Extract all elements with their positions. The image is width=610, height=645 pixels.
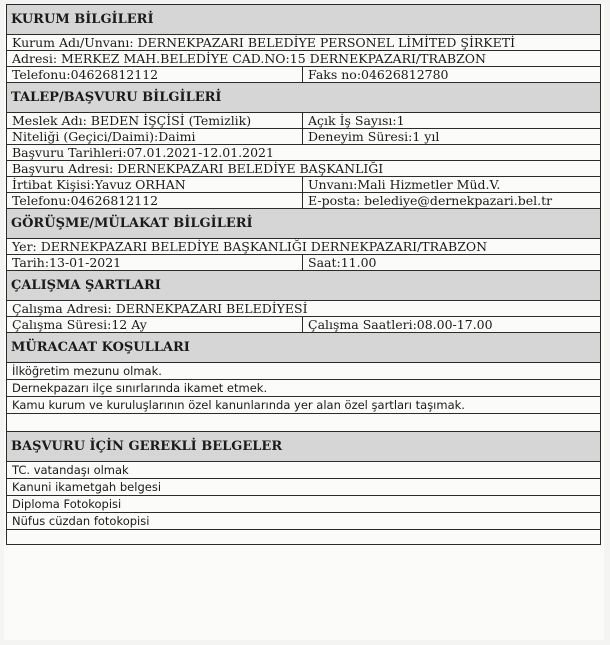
belge-item: TC. vatandaşı olmak bbox=[7, 462, 601, 479]
kurum-adres: Adresi: MERKEZ MAH.BELEDİYE CAD.NO:15 DERNEKPAZARI/TRABZON bbox=[7, 51, 601, 67]
belge-item: Diploma Fotokopisi bbox=[7, 496, 601, 513]
muracaat-item: Dernekpazarı ilçe sınırlarında ikamet etmek. bbox=[7, 380, 601, 397]
section-gorusme-title: GÖRÜŞME/MÜLAKAT BİLGİLERİ bbox=[7, 209, 601, 239]
spacer-row bbox=[7, 530, 601, 545]
muracaat-item: Kamu kurum ve kuruluşlarının özel kanunlarında yer alan özel şartları taşımak. bbox=[7, 397, 601, 414]
kurum-faks: Faks no:04626812780 bbox=[303, 67, 601, 83]
meslek-adi: Meslek Adı: BEDEN İŞÇİSİ (Temizlik) bbox=[7, 113, 303, 129]
talep-telefon: Telefonu:04626812112 bbox=[7, 193, 303, 209]
section-belgeler-title: BAŞVURU İÇİN GEREKLİ BELGELER bbox=[7, 432, 601, 462]
job-posting-form bbox=[6, 4, 601, 545]
form-sheet bbox=[4, 4, 604, 640]
eposta: E-posta: belediye@dernekpazari.bel.tr bbox=[303, 193, 601, 209]
irtibat-kisisi: İrtibat Kişisi:Yavuz ORHAN bbox=[7, 177, 303, 193]
gorusme-saat: Saat:11.00 bbox=[303, 255, 601, 271]
kurum-telefon: Telefonu:04626812112 bbox=[7, 67, 303, 83]
section-calisma-title: ÇALIŞMA ŞARTLARI bbox=[7, 271, 601, 301]
deneyim-suresi: Deneyim Süresi:1 yıl bbox=[303, 129, 601, 145]
spacer-row bbox=[7, 414, 601, 432]
basvuru-tarihleri: Başvuru Tarihleri:07.01.2021-12.01.2021 bbox=[7, 145, 601, 161]
niteligi: Niteliği (Geçici/Daimi):Daimi bbox=[7, 129, 303, 145]
basvuru-adresi: Başvuru Adresi: DERNEKPAZARI BELEDİYE BAŞKANLIĞI bbox=[7, 161, 601, 177]
section-muracaat-title: MÜRACAAT KOŞULLARI bbox=[7, 333, 601, 363]
muracaat-item: İlköğretim mezunu olmak. bbox=[7, 363, 601, 380]
acik-is-sayisi: Açık İş Sayısı:1 bbox=[303, 113, 601, 129]
section-talep-title: TALEP/BAŞVURU BİLGİLERİ bbox=[7, 83, 601, 113]
unvan: Unvanı:Mali Hizmetler Müd.V. bbox=[303, 177, 601, 193]
gorusme-yer: Yer: DERNEKPAZARI BELEDİYE BAŞKANLIĞI DERNEKPAZARI/TRABZON bbox=[7, 239, 601, 255]
belge-item: Nüfus cüzdan fotokopisi bbox=[7, 513, 601, 530]
calisma-adresi: Çalışma Adresi: DERNEKPAZARI BELEDİYESİ bbox=[7, 301, 601, 317]
calisma-suresi: Çalışma Süresi:12 Ay bbox=[7, 317, 303, 333]
section-kurum-title: KURUM BİLGİLERİ bbox=[7, 5, 601, 35]
belge-item: Kanuni ikametgah belgesi bbox=[7, 479, 601, 496]
gorusme-tarih: Tarih:13-01-2021 bbox=[7, 255, 303, 271]
calisma-saatleri: Çalışma Saatleri:08.00-17.00 bbox=[303, 317, 601, 333]
kurum-adi: Kurum Adı/Unvanı: DERNEKPAZARI BELEDİYE PERSONEL LİMİTED ŞİRKETİ bbox=[7, 35, 601, 51]
